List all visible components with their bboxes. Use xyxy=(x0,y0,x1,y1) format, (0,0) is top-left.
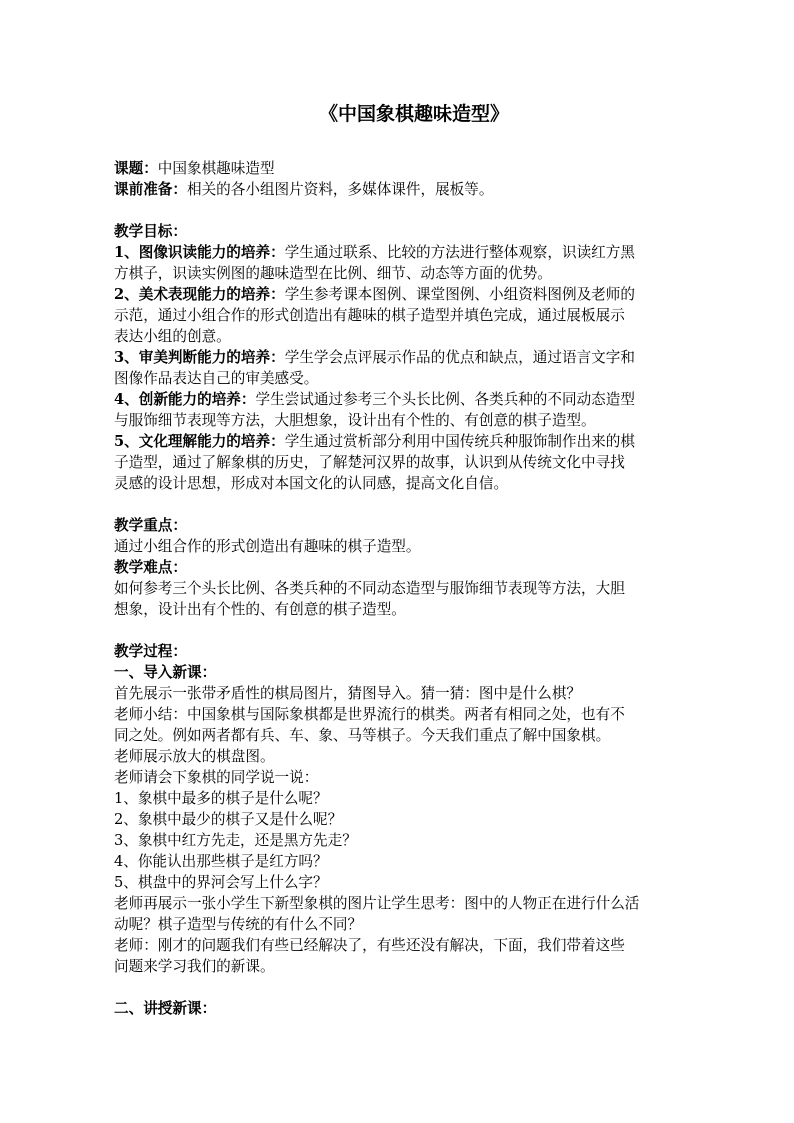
goal-item-5-label: 5、文化理解能力的培养： xyxy=(114,433,285,450)
section-2-heading: 二、讲授新课： xyxy=(114,1000,217,1017)
goal-item-5-line-3: 灵感的设计思想，形成对本国文化的认同感，提高文化自信。 xyxy=(114,475,509,492)
question-item: 2、象棋中最少的棋子又是什么呢？ xyxy=(114,811,343,828)
question-item: 4、你能认出那些棋子是红方吗？ xyxy=(114,853,328,870)
process-line: 老师展示放大的棋盘图。 xyxy=(114,748,275,765)
spacer xyxy=(114,620,714,641)
goal-text: 学生尝试通过参考三个头长比例、各类兵种的不同动态造型 xyxy=(255,391,635,408)
difficulty-line-2: 想象，设计出有个性的、有创意的棋子造型。 xyxy=(114,601,406,618)
goal-item-1-label: 1、图像识读能力的培养： xyxy=(114,244,285,261)
course-label: 课题： xyxy=(114,160,158,177)
process-heading: 教学过程： xyxy=(114,643,187,660)
goal-item-4-label: 4、创新能力的培养： xyxy=(114,391,256,408)
process-line: 动呢？棋子造型与传统的有什么不同？ xyxy=(114,916,363,933)
document-title: 《中国象棋趣味造型》 xyxy=(318,103,509,125)
difficulty-line-1: 如何参考三个头长比例、各类兵种的不同动态造型与服饰细节表现等方法，大胆 xyxy=(114,580,625,597)
goals-heading: 教学目标： xyxy=(114,223,187,240)
goal-item-2-line-3: 表达小组的创意。 xyxy=(114,328,231,345)
process-line: 老师小结：中国象棋与国际象棋都是世界流行的棋类。两者有相同之处，也有不 xyxy=(114,706,625,723)
goal-item-4-line-2: 与服饰细节表现等方法，大胆想象，设计出有个性的、有创意的棋子造型。 xyxy=(114,412,596,429)
prep-text: 相关的各小组图片资料，多媒体课件，展板等。 xyxy=(186,181,494,198)
goal-text: 学生参考课本图例、课堂图例、小组资料图例及老师的 xyxy=(284,286,635,303)
section-1-heading: 一、导入新课： xyxy=(114,664,217,681)
goal-text: 学生通过赏析部分利用中国传统兵种服饰制作出来的棋 xyxy=(284,433,635,450)
process-line: 问题来学习我们的新课。 xyxy=(114,958,275,975)
key-text: 通过小组合作的形式创造出有趣味的棋子造型。 xyxy=(114,538,421,555)
goal-item-1-line-1 xyxy=(114,242,714,263)
spacer xyxy=(114,200,714,221)
goal-text: 学生通过联系、比较的方法进行整体观察，识读红方黑 xyxy=(284,244,635,261)
key-heading: 教学重点： xyxy=(114,517,187,534)
question-item: 5、棋盘中的界河会写上什么字？ xyxy=(114,874,328,891)
course-line xyxy=(114,158,714,179)
course-text: 中国象棋趣味造型 xyxy=(157,160,275,177)
prep-line xyxy=(114,179,714,200)
goal-text: 学生学会点评展示作品的优点和缺点，通过语言文字和 xyxy=(284,349,635,366)
spacer xyxy=(114,494,714,515)
goal-item-2-label: 2、美术表现能力的培养： xyxy=(114,286,285,303)
goal-item-5-line-1 xyxy=(114,431,714,452)
goal-item-2-line-1 xyxy=(114,284,714,305)
goal-item-5-line-2: 子造型，通过了解象棋的历史，了解楚河汉界的故事，认识到从传统文化中寻找 xyxy=(114,454,625,471)
process-line: 首先展示一张带矛盾性的棋局图片，猜图导入。猜一猜：图中是什么棋？ xyxy=(114,685,582,702)
process-line: 老师再展示一张小学生下新型象棋的图片让学生思考：图中的人物正在进行什么活 xyxy=(114,895,640,912)
goal-item-3-label: 3、审美判断能力的培养： xyxy=(114,349,285,366)
difficulty-heading: 教学难点： xyxy=(114,559,187,576)
question-item: 1、象棋中最多的棋子是什么呢？ xyxy=(114,790,328,807)
goal-item-3-line-2: 图像作品表达自己的审美感受。 xyxy=(114,370,319,387)
goal-item-4-line-1 xyxy=(114,389,714,410)
process-line: 老师请会下象棋的同学说一说： xyxy=(114,769,319,786)
question-item: 3、象棋中红方先走，还是黑方先走？ xyxy=(114,832,357,849)
goal-item-2-line-2: 示范，通过小组合作的形式创造出有趣味的棋子造型并填色完成，通过展板展示 xyxy=(114,307,625,324)
process-line: 同之处。例如两者都有兵、车、象、马等棋子。今天我们重点了解中国象棋。 xyxy=(114,727,611,744)
goal-item-1-line-2: 方棋子，识读实例图的趣味造型在比例、细节、动态等方面的优势。 xyxy=(114,265,552,282)
goal-item-3-line-1 xyxy=(114,347,714,368)
spacer xyxy=(114,977,714,998)
prep-label: 课前准备： xyxy=(114,181,187,198)
process-line: 老师：刚才的问题我们有些已经解决了，有些还没有解决，下面，我们带着这些 xyxy=(114,937,625,954)
